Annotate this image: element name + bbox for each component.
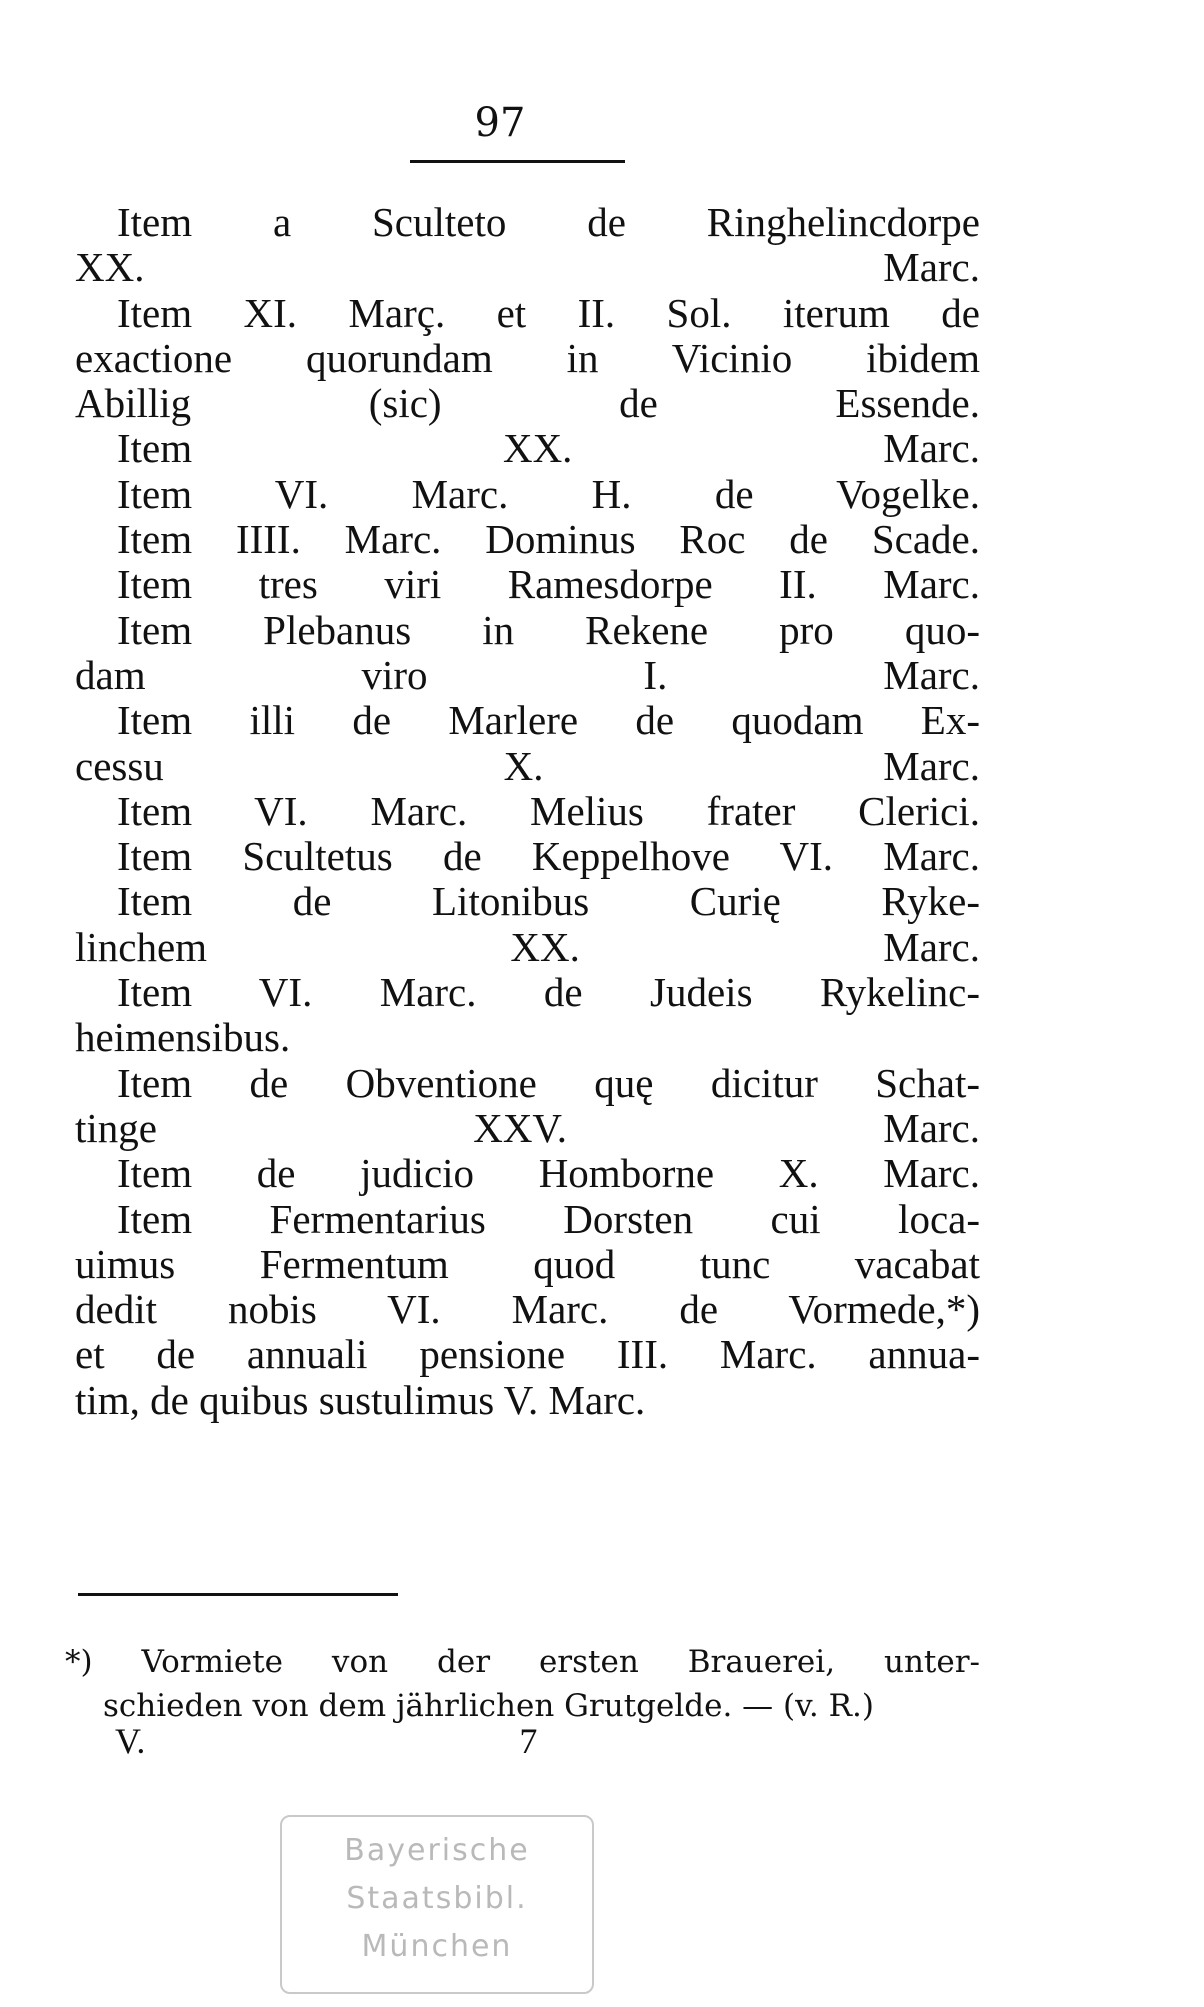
text-line: Item VI. Marc. H. de Vogelke.: [117, 470, 980, 517]
page-number: 97: [474, 100, 526, 146]
text-line: Item Plebanus in Rekene pro quo-: [117, 606, 980, 653]
text-line: linchem XX. Marc.: [75, 923, 980, 970]
text-line: Item de judicio Homborne X. Marc.: [117, 1150, 980, 1197]
text-line: tim, de quibus sustulimus V. Marc.: [75, 1376, 646, 1423]
text-line: dedit nobis VI. Marc. de Vormede,*): [75, 1286, 980, 1333]
signature-volume: V.: [115, 1721, 146, 1761]
text-line: et de annuali pensione III. Marc. annua-: [75, 1331, 980, 1378]
footnote-line: schieden von dem jährlichen Grutgelde. — (v. R.): [103, 1688, 874, 1724]
signature-sheet: 7: [519, 1721, 538, 1761]
footnote: [65, 1640, 980, 1728]
footnote-rule: [78, 1593, 398, 1596]
text-line: Item IIII. Marc. Dominus Roc de Scade.: [117, 516, 980, 563]
library-stamp: [280, 1815, 594, 1994]
stamp-line: Bayerische: [344, 1833, 530, 1868]
text-line: exactione quorundam in Vicinio ibidem: [75, 334, 980, 381]
text-line: dam viro I. Marc.: [75, 651, 980, 698]
text-line: Item de Litonibus Curię Ryke-: [117, 878, 980, 925]
text-line: heimensibus.: [75, 1014, 291, 1061]
text-line: Item Scultetus de Keppelhove VI. Marc.: [117, 833, 980, 880]
stamp-line: München: [361, 1929, 513, 1964]
signature-mark: [115, 1720, 537, 1762]
text-line: Item XX. Marc.: [117, 425, 980, 472]
header-rule: [410, 160, 625, 163]
text-line: Item illi de Marlere de quodam Ex-: [117, 697, 980, 744]
text-line: tinge XXV. Marc.: [75, 1104, 980, 1151]
stamp-line: Staatsbibl.: [346, 1881, 528, 1916]
text-line: Abillig (sic) de Essende.: [75, 380, 980, 427]
text-line: cessu X. Marc.: [75, 742, 980, 789]
text-line: Item VI. Marc. Melius frater Clerici.: [117, 787, 980, 834]
main-text-block: [75, 200, 980, 1423]
text-line: Item tres viri Ramesdorpe II. Marc.: [117, 561, 980, 608]
text-line: Item Fermentarius Dorsten cui loca-: [117, 1195, 980, 1242]
text-line: XX. Marc.: [75, 244, 980, 291]
text-line: Item VI. Marc. de Judeis Rykelinc-: [117, 969, 980, 1016]
text-line: uimus Fermentum quod tunc vacabat: [75, 1240, 980, 1287]
text-line: Item de Obventione quę dicitur Schat-: [117, 1059, 980, 1106]
text-line: Item a Sculteto de Ringhelincdorpe: [117, 199, 980, 245]
text-line: Item XI. Març. et II. Sol. iterum de: [117, 289, 980, 336]
footnote-line: *) Vormiete von der ersten Brauerei, unter-: [65, 1644, 980, 1680]
